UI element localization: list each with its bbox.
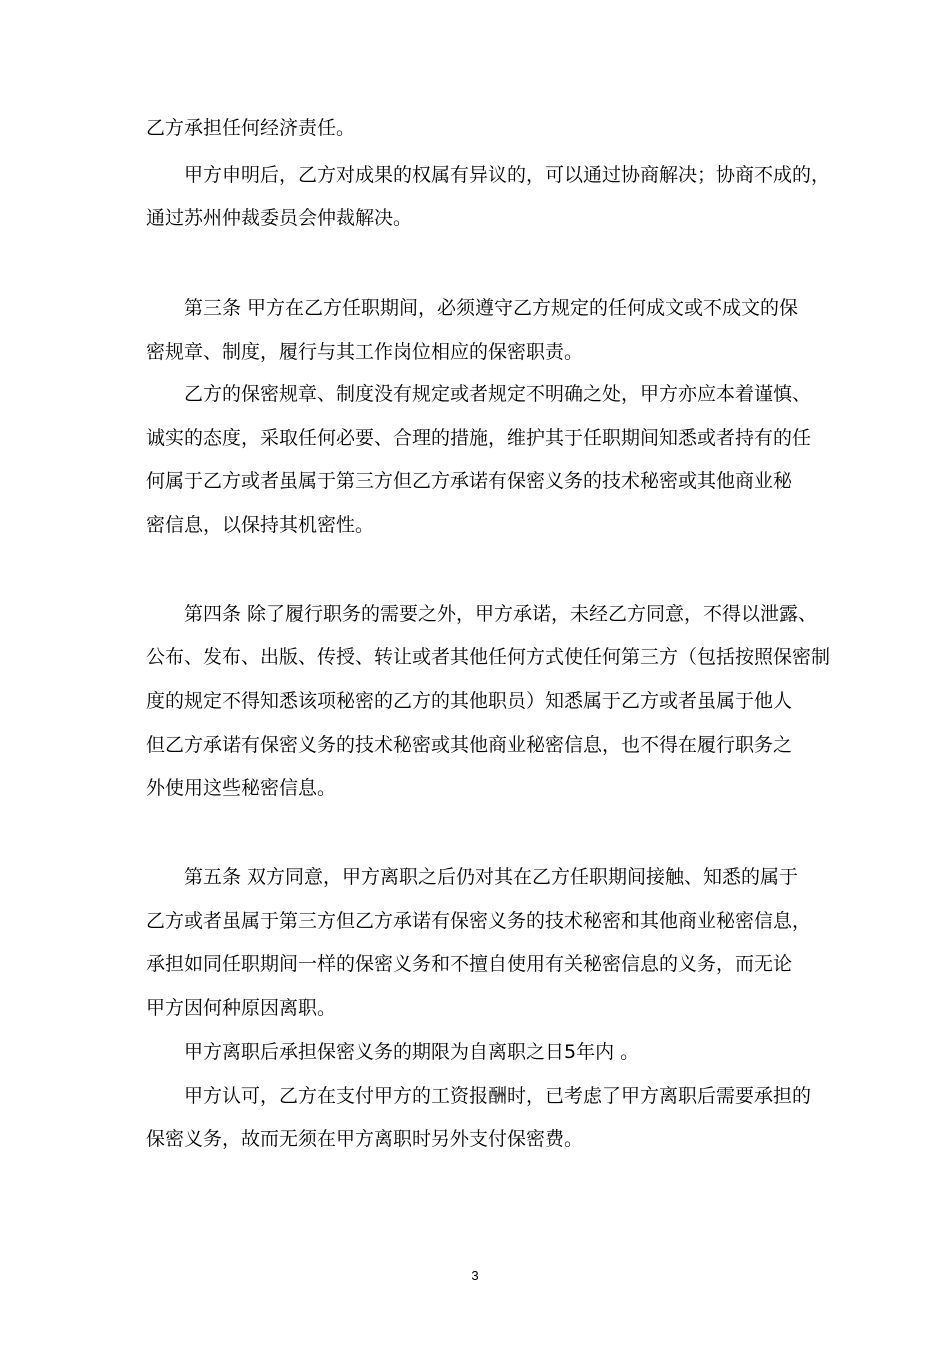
text-line: 诚实的态度，采取任何必要、合理的措施，维护其于任职期间知悉或者持有的任 xyxy=(146,427,812,449)
page-number: 3 xyxy=(471,1268,479,1283)
text-line: 甲方因何种原因离职。 xyxy=(146,997,337,1019)
text-line: 甲方申明后，乙方对成果的权属有异议的，可以通过协商解决；协商不成的， xyxy=(184,164,831,186)
text-line: 第四条 除了履行职务的需要之外，甲方承诺，未经乙方同意，不得以泄露、 xyxy=(184,603,818,625)
text-line: 外使用这些秘密信息。 xyxy=(146,777,337,799)
text-line: 但乙方承诺有保密义务的技术秘密或其他商业秘密信息，也不得在履行职务之 xyxy=(146,734,793,756)
text-line: 第三条 甲方在乙方任职期间，必须遵守乙方规定的任何成文或不成文的保 xyxy=(184,297,799,319)
text-line: 公布、发布、出版、传授、转让或者其他任何方式使任何第三方（包括按照保密制 xyxy=(146,646,831,668)
text-line: 乙方或者虽属于第三方但乙方承诺有保密义务的技术秘密和其他商业秘密信息， xyxy=(146,910,812,932)
text-line: 第五条 双方同意，甲方离职之后仍对其在乙方任职期间接触、知悉的属于 xyxy=(184,866,799,888)
text-line: 保密义务，故而无须在甲方离职时另外支付保密费。 xyxy=(146,1128,584,1150)
text-line: 乙方承担任何经济责任。 xyxy=(146,117,356,139)
text-line: 甲方离职后承担保密义务的期限为自离职之日5年内 。 xyxy=(184,1041,640,1063)
text-line: 甲方认可，乙方在支付甲方的工资报酬时，已考虑了甲方离职后需要承担的 xyxy=(184,1085,812,1107)
text-line: 密信息，以保持其机密性。 xyxy=(146,514,375,536)
text-line: 度的规定不得知悉该项秘密的乙方的其他职员）知悉属于乙方或者虽属于他人 xyxy=(146,690,793,712)
text-line: 乙方的保密规章、制度没有规定或者规定不明确之处，甲方亦应本着谨慎、 xyxy=(184,383,812,405)
text-line: 承担如同任职期间一样的保密义务和不擅自使用有关秘密信息的义务，而无论 xyxy=(146,953,793,975)
text-line: 通过苏州仲裁委员会仲裁解决。 xyxy=(146,207,413,229)
text-line: 密规章、制度，履行与其工作岗位相应的保密职责。 xyxy=(146,341,584,363)
text-line: 何属于乙方或者虽属于第三方但乙方承诺有保密义务的技术秘密或其他商业秘 xyxy=(146,470,793,492)
